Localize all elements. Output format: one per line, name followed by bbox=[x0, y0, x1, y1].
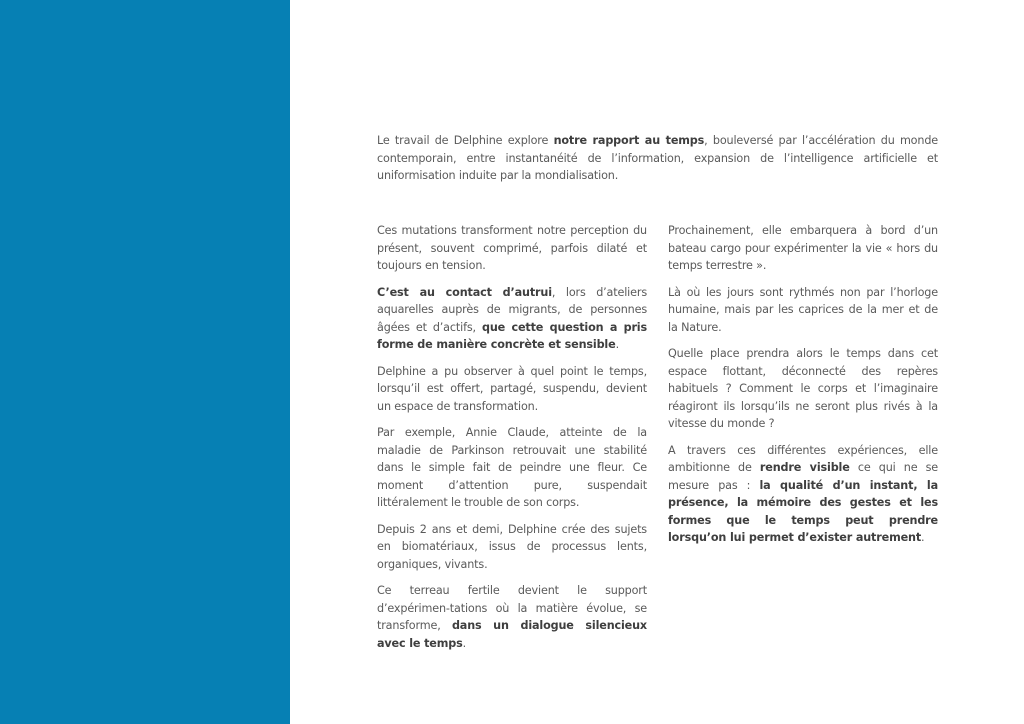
emphasis-text: dans un dialogue silencieux avec le temps bbox=[377, 619, 647, 650]
body-text: Ces mutations transforment notre perception du présent, souvent comprimé, parfois dilaté et toujours en tension. bbox=[377, 224, 647, 272]
paragraph-questions bbox=[668, 345, 938, 433]
right-column bbox=[668, 222, 938, 556]
body-text: , lors d’ateliers aquarelles auprès de migrants, de personnes âgées et d’actifs, bbox=[377, 285, 648, 334]
paragraph-observation bbox=[377, 363, 647, 416]
paragraph-example bbox=[377, 424, 647, 512]
emphasis-text: la qualité d’un instant, la présence, la mémoire des gestes et les formes que le temps peut prendre lorsqu’on lui permet d’exister autrement bbox=[668, 478, 938, 544]
body-text: A travers ces différentes expériences, elle ambitionne de bbox=[668, 443, 938, 474]
side-color-panel bbox=[0, 0, 290, 724]
intro-paragraph bbox=[377, 132, 938, 185]
paragraph-contact bbox=[377, 284, 647, 354]
emphasis-text: rendre visible bbox=[759, 461, 850, 474]
paragraph-biomaterials bbox=[377, 521, 647, 574]
left-column bbox=[377, 222, 647, 661]
paragraph-nature bbox=[668, 284, 938, 337]
body-text: Par exemple, Annie Claude, atteinte de la maladie de Parkinson retrouvait une stabilité dans le simple fait de peindre une fleur. Ce moment d’attention pure, suspendait littéralement le trouble de son corps. bbox=[377, 426, 647, 509]
paragraph-terreau bbox=[377, 582, 647, 652]
paragraph-ambition bbox=[668, 442, 938, 547]
intro-text bbox=[377, 132, 938, 185]
body-text: Là où les jours sont rythmés non par l’horloge humaine, mais par les caprices de la mer et de la Nature. bbox=[668, 285, 938, 334]
body-text: . bbox=[462, 636, 466, 650]
body-text: Depuis 2 ans et demi, Delphine crée des sujets en biomatériaux, issus de processus lents, organiques, vivants. bbox=[377, 522, 647, 571]
emphasis-text: notre rapport au temps bbox=[553, 134, 705, 147]
body-text: Quelle place prendra alors le temps dans cet espace flottant, déconnecté des repères habituels ? Comment le corps et l’imaginaire réagiront ils lorsqu’ils ne seront plus rivés à la vitesse du monde ? bbox=[668, 347, 938, 430]
body-text: Le travail de Delphine explore bbox=[377, 134, 554, 147]
body-text: . bbox=[921, 531, 925, 544]
emphasis-text: que cette question a pris forme de manière concrète et sensible bbox=[377, 320, 648, 351]
body-text: Ce terreau fertile devient le support d’expérimen-tations où la matière évolue, se transforme, bbox=[377, 584, 647, 632]
emphasis-text: C’est au contact d’autrui bbox=[377, 285, 552, 299]
body-text: Prochainement, elle embarquera à bord d’un bateau cargo pour expérimenter la vie « hors du temps terrestre ». bbox=[668, 224, 938, 272]
body-text: , bouleversé par l’accélération du monde contemporain, entre instantanéité de l’information, expansion de l’intelligence artificielle et uniformisation induite par la mondialisation. bbox=[377, 134, 939, 182]
paragraph-perception bbox=[377, 222, 647, 275]
body-text: ce qui ne se mesure pas : bbox=[668, 461, 939, 492]
body-text: . bbox=[615, 338, 619, 351]
body-text: Delphine a pu observer à quel point le temps, lorsqu’il est offert, partagé, suspendu, devient un espace de transformation. bbox=[377, 364, 647, 413]
paragraph-cargo bbox=[668, 222, 938, 275]
